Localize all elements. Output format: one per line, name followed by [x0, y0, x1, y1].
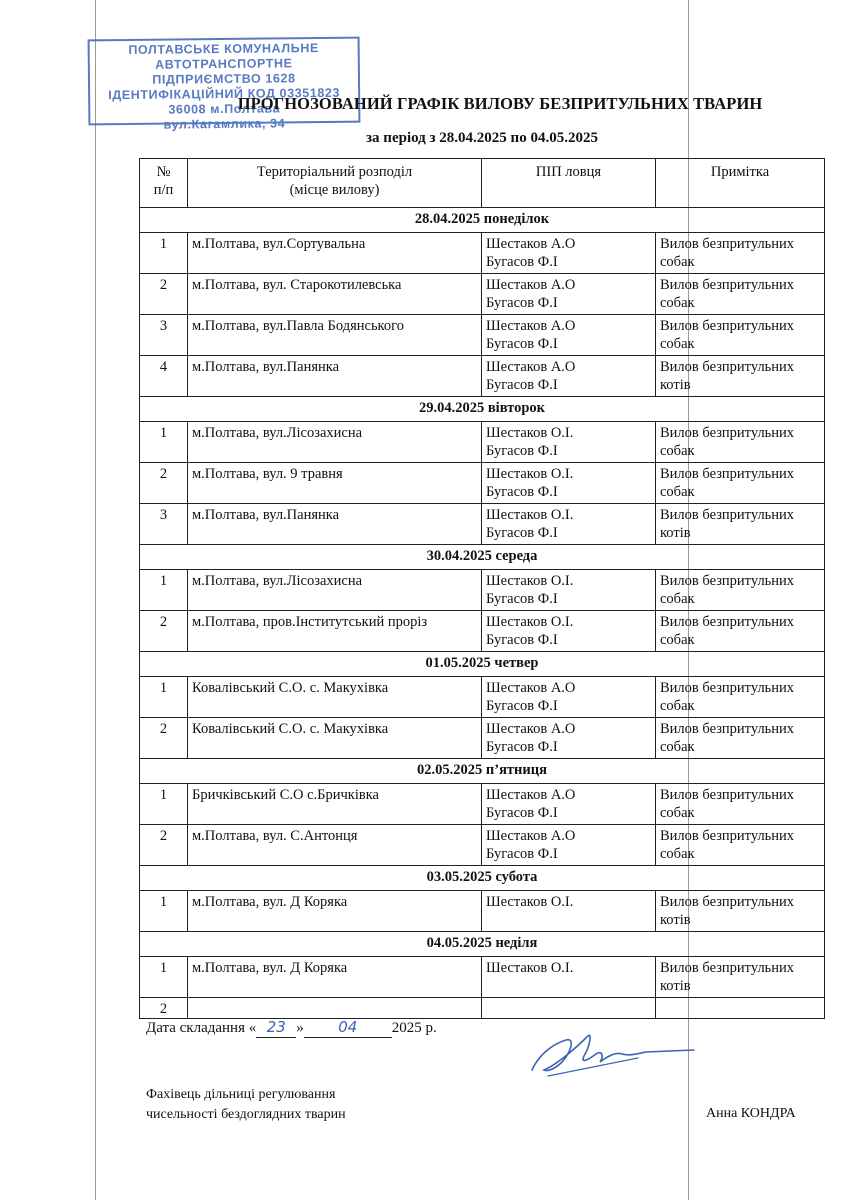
table-row [140, 315, 825, 356]
row-catcher [482, 957, 656, 998]
table-row [140, 718, 825, 759]
catcher-name-1: Шестаков А.О [486, 721, 576, 737]
catcher-name-1: Шестаков О.І. [486, 466, 574, 482]
day-label: 28.04.2025 понеділок [140, 208, 825, 233]
row-number: 2 [140, 718, 188, 759]
date-month-value: 04 [338, 1018, 358, 1036]
row-location: м.Полтава, вул. 9 травня [188, 463, 482, 504]
row-number: 2 [140, 274, 188, 315]
row-location: м.Полтава, вул.Сортувальна [188, 233, 482, 274]
catcher-name-1: Шестаков А.О [486, 828, 576, 844]
stamp-line: ІДЕНТИФІКАЦІЙНИЙ КОД 03351823 [108, 85, 341, 103]
stamp-line: 36008 м.Полтава [168, 101, 281, 117]
catcher-name-1: Шестаков А.О [486, 277, 576, 293]
row-note: Вилов безпритульних собак [656, 274, 825, 315]
row-note: Вилов безпритульних собак [656, 825, 825, 866]
row-catcher [482, 422, 656, 463]
table-row [140, 274, 825, 315]
row-catcher [482, 463, 656, 504]
row-note: Вилов безпритульних собак [656, 611, 825, 652]
row-number: 1 [140, 957, 188, 998]
row-location: м.Полтава, вул. Д Коряка [188, 891, 482, 932]
table-row [140, 422, 825, 463]
row-location: Ковалівський С.О. с. Макухівка [188, 718, 482, 759]
row-catcher [482, 315, 656, 356]
row-number: 1 [140, 784, 188, 825]
row-location: м.Полтава, вул. Старокотилевська [188, 274, 482, 315]
row-note: Вилов безпритульних собак [656, 784, 825, 825]
row-catcher [482, 891, 656, 932]
row-catcher [482, 677, 656, 718]
row-location: м.Полтава, вул. Д Коряка [188, 957, 482, 998]
catcher-name-2: Бугасов Ф.І [486, 254, 558, 270]
catcher-name-1: Шестаков А.О [486, 359, 576, 375]
row-note [656, 998, 825, 1019]
header-catcher: ПІП ловця [482, 159, 656, 208]
date-prefix: Дата складання « [146, 1020, 257, 1036]
catcher-name-2: Бугасов Ф.І [486, 632, 558, 648]
catcher-name-1: Шестаков О.І. [486, 614, 574, 630]
row-note: Вилов безпритульних котів [656, 504, 825, 545]
row-catcher [482, 611, 656, 652]
day-label: 30.04.2025 середа [140, 545, 825, 570]
row-note: Вилов безпритульних котів [656, 356, 825, 397]
catcher-name-2: Бугасов Ф.І [486, 484, 558, 500]
stamp-line: ПІДПРИЄМСТВО 1628 [152, 71, 296, 87]
catcher-name-2: Бугасов Ф.І [486, 739, 558, 755]
catcher-name-1: Шестаков О.І. [486, 425, 574, 441]
document-title: ПРОГНОЗОВАНИЙ ГРАФІК ВИЛОВУ БЕЗПРИТУЛЬНИХ ТВАРИН [237, 94, 763, 113]
row-note: Вилов безпритульних собак [656, 422, 825, 463]
row-catcher [482, 998, 656, 1019]
row-note: Вилов безпритульних собак [656, 718, 825, 759]
row-number: 1 [140, 233, 188, 274]
table-row [140, 356, 825, 397]
signer-name: Анна КОНДРА [706, 1106, 796, 1121]
catcher-name-1: Шестаков О.І. [486, 960, 574, 976]
day-header-row [140, 545, 825, 570]
row-note: Вилов безпритульних собак [656, 570, 825, 611]
stamp-line: вул.Кагамлика, 34 [163, 116, 286, 132]
catcher-name-2: Бугасов Ф.І [486, 525, 558, 541]
table-row [140, 463, 825, 504]
row-note: Вилов безпритульних собак [656, 233, 825, 274]
row-number: 4 [140, 356, 188, 397]
row-location: м.Полтава, вул.Лісозахисна [188, 422, 482, 463]
row-number: 3 [140, 504, 188, 545]
table-row [140, 570, 825, 611]
day-label: 03.05.2025 субота [140, 866, 825, 891]
day-header-row [140, 759, 825, 784]
catcher-name-2: Бугасов Ф.І [486, 591, 558, 607]
row-catcher [482, 570, 656, 611]
table-row [140, 825, 825, 866]
row-location: м.Полтава, вул.Лісозахисна [188, 570, 482, 611]
signer-position-line1: Фахівець дільниці регулювання [146, 1087, 336, 1102]
day-header-row [140, 932, 825, 957]
date-day-value: 23 [266, 1018, 286, 1036]
row-note: Вилов безпритульних котів [656, 891, 825, 932]
row-catcher [482, 504, 656, 545]
table-row [140, 957, 825, 998]
table-header-row [140, 159, 825, 208]
table-row [140, 504, 825, 545]
date-month [304, 1018, 392, 1038]
catcher-name-1: Шестаков А.О [486, 236, 576, 252]
stamp-line: АВТОТРАНСПОРТНЕ [155, 56, 293, 72]
header-location-line2: (місце вилову) [289, 182, 380, 198]
catcher-name-1: Шестаков А.О [486, 787, 576, 803]
row-number: 2 [140, 825, 188, 866]
row-location: м.Полтава, вул.Павла Бодянського [188, 315, 482, 356]
day-header-row [140, 397, 825, 422]
catcher-name-1: Шестаков А.О [486, 680, 576, 696]
row-catcher [482, 718, 656, 759]
row-number: 2 [140, 463, 188, 504]
day-label: 29.04.2025 вівторок [140, 397, 825, 422]
catcher-name-2: Бугасов Ф.І [486, 377, 558, 393]
row-location [188, 998, 482, 1019]
catcher-name-1: Шестаков О.І. [486, 573, 574, 589]
signer-position-line2: чисельності бездоглядних тварин [146, 1107, 346, 1122]
catcher-name-2: Бугасов Ф.І [486, 443, 558, 459]
table-row [140, 233, 825, 274]
catcher-name-2: Бугасов Ф.І [486, 846, 558, 862]
table-row-empty [140, 998, 825, 1019]
signer-position [146, 1085, 346, 1125]
compilation-date [146, 1018, 437, 1038]
row-number: 3 [140, 315, 188, 356]
stamp-line: ПОЛТАВСЬКЕ КОМУНАЛЬНЕ [128, 41, 319, 57]
row-catcher [482, 784, 656, 825]
header-number-line2: п/п [153, 182, 174, 198]
catcher-name-1: Шестаков А.О [486, 318, 576, 334]
day-label: 02.05.2025 п’ятниця [140, 759, 825, 784]
header-location-line1: Територіальний розподіл [256, 164, 413, 180]
row-note: Вилов безпритульних собак [656, 463, 825, 504]
table-row [140, 611, 825, 652]
row-catcher [482, 274, 656, 315]
row-number: 1 [140, 422, 188, 463]
catcher-name-2: Бугасов Ф.І [486, 295, 558, 311]
day-header-row [140, 652, 825, 677]
header-note: Примітка [656, 159, 825, 208]
day-header-row [140, 866, 825, 891]
catcher-name-1: Шестаков О.І. [486, 894, 574, 910]
header-number [140, 159, 188, 208]
row-number: 1 [140, 677, 188, 718]
row-location: м.Полтава, пров.Інститутський проріз [188, 611, 482, 652]
row-catcher [482, 356, 656, 397]
date-day [256, 1018, 296, 1038]
row-catcher [482, 233, 656, 274]
document-period: за період з 28.04.2025 по 04.05.2025 [366, 130, 598, 146]
date-mid: » [296, 1020, 304, 1036]
row-note: Вилов безпритульних котів [656, 957, 825, 998]
row-location: Ковалівський С.О. с. Макухівка [188, 677, 482, 718]
catcher-name-1: Шестаков О.І. [486, 507, 574, 523]
catcher-name-2: Бугасов Ф.І [486, 336, 558, 352]
handwritten-signature [518, 1026, 698, 1086]
row-note: Вилов безпритульних собак [656, 315, 825, 356]
header-number-line1: № [156, 164, 171, 180]
row-location: Бричківський С.О с.Бричківка [188, 784, 482, 825]
catcher-name-2: Бугасов Ф.І [486, 805, 558, 821]
scan-line-left [95, 0, 96, 1200]
row-location: м.Полтава, вул.Панянка [188, 504, 482, 545]
row-catcher [482, 825, 656, 866]
header-location [188, 159, 482, 208]
row-number: 1 [140, 891, 188, 932]
date-suffix: 2025 р. [391, 1020, 437, 1036]
table-row [140, 677, 825, 718]
day-label: 04.05.2025 неділя [140, 932, 825, 957]
row-number: 2 [140, 611, 188, 652]
row-number: 2 [140, 998, 188, 1019]
table-row [140, 891, 825, 932]
catcher-name-2: Бугасов Ф.І [486, 698, 558, 714]
schedule-table [139, 158, 825, 1019]
row-note: Вилов безпритульних собак [656, 677, 825, 718]
schedule-body [140, 208, 825, 1019]
row-location: м.Полтава, вул.Панянка [188, 356, 482, 397]
day-header-row [140, 208, 825, 233]
row-location: м.Полтава, вул. С.Антонця [188, 825, 482, 866]
row-number: 1 [140, 570, 188, 611]
table-row [140, 784, 825, 825]
day-label: 01.05.2025 четвер [140, 652, 825, 677]
